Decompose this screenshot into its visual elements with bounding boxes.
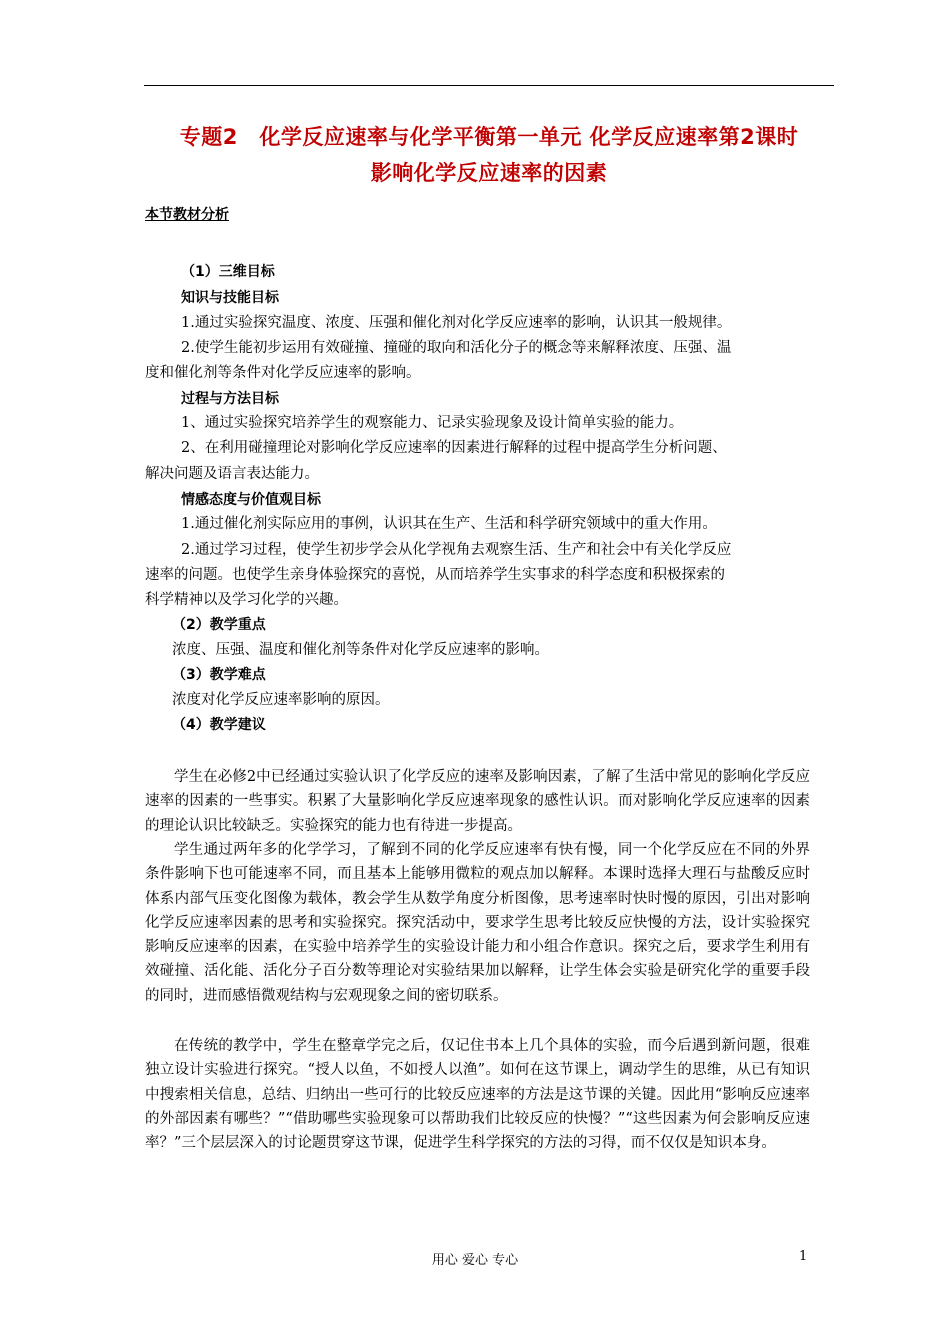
footer-motto: 用心 爱心 专心 <box>431 1253 519 1268</box>
process-heading: 过程与方法目标 <box>181 391 279 407</box>
suggestion-heading: （4）教学建议 <box>172 717 266 733</box>
emotion-item-2-cont: 速率的问题。也使学生亲身体验探究的喜悦，从而培养学生实事求的科学态度和积极探索的 <box>145 567 725 583</box>
emotion-item-1: 1.通过催化剂实际应用的事例，认识其在生产、生活和科学研究领域中的重大作用。 <box>181 516 717 532</box>
page-number: 1 <box>799 1249 808 1264</box>
knowledge-item-2-cont: 度和催化剂等条件对化学反应速率的影响。 <box>145 365 421 381</box>
knowledge-item-2: 2.使学生能初步运用有效碰撞、撞碰的取向和活化分子的概念等来解释浓度、压强、温 <box>181 340 732 356</box>
header-rule <box>144 85 834 86</box>
process-item-2-cont: 解决问题及语言表达能力。 <box>145 466 319 482</box>
process-item-2: 2、在利用碰撞理论对影响化学反应速率的因素进行解释的过程中提高学生分析问题、 <box>181 440 727 456</box>
knowledge-heading: 知识与技能目标 <box>181 290 279 306</box>
suggestion-paragraph-3: 在传统的教学中，学生在整章学完之后，仅记住书本上几个具体的实验，而今后遇到新问题，很难独立设计实验进行探究。“授人以鱼，不如授人以渔”。如何在这节课上，调动学生的思维，从已有知识中搜索相关信息，总结、归纳出一些可行的比较反应速率的方法是这节课的关键。因此用“影响反应速率的外部因素有哪些？”“借助哪些实验现象可以帮助我们比较反应的快慢？”“这些因素为何会影响反应速率？”三个层层深入的讨论题贯穿这节课，促进学生科学探究的方法的习得，而不仅仅是知识本身。 <box>145 1038 810 1152</box>
suggestion-paragraph-2: 学生通过两年多的化学学习，了解到不同的化学反应速率有快有慢，同一个化学反应在不同的外界条件影响下也可能速率不同，而且基本上能够用微粒的观点加以解释。本课时选择大理石与盐酸反应时体系内部气压变化图像为载体，教会学生从数学角度分析图像，思考速率时快时慢的原因，引出对影响化学反应速率因素的思考和实验探究。探究活动中，要求学生思考比较反应快慢的方法，设计实验探究影响反应速率的因素，在实验中培养学生的实验设计能力和小组合作意识。探究之后，要求学生利用有效碰撞、活化能、活化分子百分数等理论对实验结果加以解释，让学生体会实验是研究化学的重要手段的同时，进而感悟微观结构与宏观现象之间的密切联系。 <box>145 842 810 1004</box>
section-heading: 本节教材分析 <box>145 207 229 223</box>
key-points-heading: （2）教学重点 <box>172 617 266 633</box>
objectives-heading: （1）三维目标 <box>181 264 275 280</box>
emotion-heading: 情感态度与价值观目标 <box>181 492 321 508</box>
knowledge-item-1: 1.通过实验探究温度、浓度、压强和催化剂对化学反应速率的影响，认识其一般规律。 <box>181 315 732 331</box>
doc-title-line2: 影响化学反应速率的因素 <box>370 161 608 185</box>
suggestion-paragraph-1: 学生在必修2中已经通过实验认识了化学反应的速率及影响因素，了解了生活中常见的影响化学反应速率的因素的一些事实。积累了大量影响化学反应速率现象的感性认识。而对影响化学反应速率的因素的理论认识比较缺乏。实验探究的能力也有待进一步提高。 <box>145 769 810 834</box>
difficulty-heading: （3）教学难点 <box>172 667 266 683</box>
key-points-text: 浓度、压强、温度和催化剂等条件对化学反应速率的影响。 <box>172 642 549 658</box>
process-item-1: 1、通过实验探究培养学生的观察能力、记录实验现象及设计简单实验的能力。 <box>181 415 684 431</box>
emotion-item-2-cont2: 科学精神以及学习化学的兴趣。 <box>145 592 348 608</box>
doc-title-line1: 专题2 化学反应速率与化学平衡第一单元 化学反应速率第2课时 <box>179 125 799 149</box>
emotion-item-2: 2.通过学习过程，使学生初步学会从化学视角去观察生活、生产和社会中有关化学反应 <box>181 542 732 558</box>
difficulty-text: 浓度对化学反应速率影响的原因。 <box>172 692 390 708</box>
